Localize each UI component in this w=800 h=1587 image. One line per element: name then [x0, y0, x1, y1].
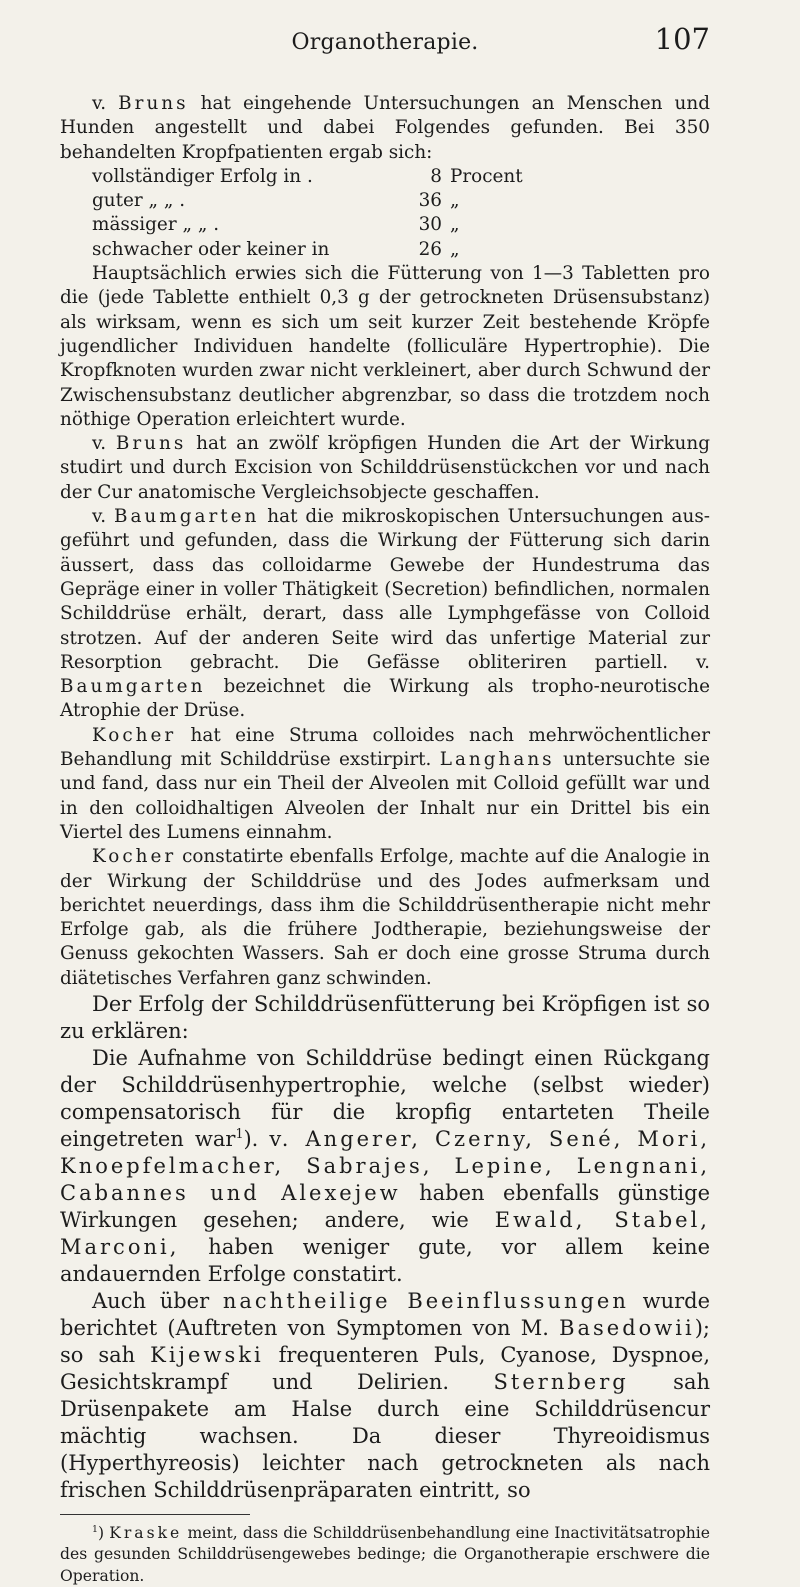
- text-run: bezeichnet die Wirkung als tropho-neurotische Atrophie der Drüse.: [60, 676, 710, 722]
- text-run: Auch über: [92, 1288, 223, 1313]
- result-value: 36: [418, 190, 442, 212]
- author-list: v. Angerer, Czerny, Sené, Mori, Knoepfelmacher, Sabrajes, Lepine, Lengnani, Cabannes und Alexejew: [60, 1126, 711, 1205]
- result-unit: „: [450, 190, 460, 212]
- result-unit: Procent: [450, 165, 523, 187]
- text-run: hat eine Struma colloides nach mehrwöchentlicher Behandlung mit Schilddrüse exstirpirt.: [60, 724, 710, 771]
- page-number: 107: [654, 22, 710, 56]
- footnote-divider: [60, 1514, 250, 1515]
- paragraph-adverse-effects: [60, 1288, 710, 1504]
- author-name: Kocher: [92, 724, 177, 746]
- result-unit: „: [450, 214, 460, 236]
- text-run: constatirte ebenfalls Erfolge, machte auf die Analogie in der Wirkung der Schilddrüse und des Jodes aufmerksam und berichtet neuerdings, dass ihm die Schilddrüsentherapie nicht mehr Erfolge gab, als die frühere Jodtherapie, beziehungsweise der Genuss gekochten Wassers. Sah er doch eine grosse Struma durch diätetisches Verfahren ganz schwinden.: [60, 846, 710, 989]
- text-run: Die Aufnahme von Schilddrüse bedingt einen Rückgang der Schilddrüsenhypertrophie, welche (selbst wieder) compensatorisch für die kropfig entarteten Theile eingetreten war: [60, 1045, 710, 1151]
- author-name: Sternberg: [493, 1369, 629, 1394]
- paragraph-dogs: [60, 432, 710, 505]
- text-run: hat an zwölf kröpfigen Hunden die Art der Wirkung studirt und durch Excision von Schilddrüsenstückchen vor und nach der Cur anatomische Vergleichsobjecte geschaffen.: [60, 433, 710, 503]
- author-list: Ewald, Stabel, Marconi,: [60, 1207, 710, 1259]
- paragraph-mechanism: [60, 1045, 710, 1288]
- paragraph-explanation-heading: Der Erfolg der Schilddrüsenfütterung bei Kröpfigen ist so zu erklären:: [60, 991, 710, 1043]
- text-run: wurde berichtet (Auftreten von Symptomen von M.: [60, 1288, 711, 1340]
- footnote: [60, 1523, 710, 1587]
- result-value: 30: [418, 214, 442, 236]
- author-name: Kraske: [109, 1523, 183, 1542]
- text-run: haben ebenfalls günstige Wirkungen gesehen; andere, wie: [60, 1180, 710, 1232]
- paragraph-kocher-struma: [60, 724, 710, 845]
- result-label: schwacher oder keiner in: [92, 238, 330, 260]
- text-run: ): [97, 1523, 110, 1542]
- text-run: v.: [92, 93, 119, 114]
- results-row: [92, 189, 710, 213]
- author-name: Langhans: [439, 749, 555, 771]
- emphasis: Basedowii: [559, 1315, 695, 1340]
- result-value: 8: [430, 165, 442, 187]
- author-name: Kijewski: [150, 1342, 264, 1367]
- running-title: Organotherapie.: [291, 30, 479, 55]
- text-run: sah Drüsenpakete am Halse durch eine Schilddrüsencur mächtig wachsen. Da dieser Thyreoidismus (Hyperthyreosis) leichter nach getrockneten als nach frischen Schilddrüsenpräparaten eintritt, so: [60, 1369, 710, 1502]
- text-run: haben weniger gute, vor allem keine andauernden Erfolge constatirt.: [60, 1234, 710, 1286]
- results-row: [92, 238, 710, 262]
- main-text: [60, 92, 710, 1587]
- author-name: Baumgarten: [113, 506, 260, 528]
- text-run: frequenteren Puls, Cyanose, Dyspnoe, Gesichtskrampf und Delirien.: [60, 1342, 711, 1394]
- footnote-marker: 1: [92, 1523, 98, 1535]
- result-label: mässiger „ „ .: [92, 214, 220, 236]
- author-name: Bruns: [118, 93, 189, 114]
- results-list: [92, 165, 710, 262]
- footnote-reference[interactable]: 1: [235, 1125, 244, 1141]
- author-name: Bruns: [115, 433, 187, 455]
- result-label: vollständiger Erfolg in .: [92, 165, 313, 187]
- result-value: 26: [418, 238, 442, 260]
- text-run: hat die mikroskopischen Untersuchungen ausgeführt und gefunden, dass die Wirkung der Fütterung sich darin äussert, dass das colloidarme Gewebe der Hundestruma das Gepräge einer in voller Thätigkeit (Secretion) befindlichen, normalen Schilddrüse erhält, derart, dass alle Lymphgefässe von Colloid strotzen. Auf der anderen Seite wird das unfertige Material zur Resorption gebracht. Die Gefässe obliteriren partiell. v.: [60, 506, 710, 673]
- paragraph-baumgarten: [60, 505, 710, 724]
- results-row: [92, 213, 710, 237]
- paragraph-tablets: Hauptsächlich erwies sich die Fütterung von 1—3 Tabletten pro die (jede Tablette enthielt 0,3 g der getrockneten Drüsensubstanz) als wirksam, wenn es sich um seit kurzer Zeit bestehende Kröpfe jugendlicher Individuen handelte (folliculäre Hypertrophie). Die Kropfknoten wurden zwar nicht verkleinert, aber durch Schwund der Zwischensubstanz deutlicher abgrenzbar, so dass die trotzdem noch nöthige Operation erleichtert wurde.: [60, 263, 710, 430]
- text-run: untersuchte sie und fand, dass nur ein Theil der Alveolen mit Colloid gefüllt war und in den colloidhaltigen Alveolen der Inhalt nur ein Drittel bis ein Viertel des Lumens einnahm.: [60, 749, 710, 843]
- author-name: Kocher: [92, 846, 177, 868]
- result-unit: „: [450, 238, 460, 260]
- author-name: Baumgarten: [60, 676, 206, 698]
- text-run: ); so sah: [60, 1315, 710, 1367]
- results-row: [92, 165, 710, 189]
- text-run: v.: [92, 506, 114, 528]
- emphasis: nachtheilige Beeinflussungen: [222, 1288, 629, 1313]
- paragraph-bruns-study: [60, 92, 710, 165]
- text-run: meint, dass die Schilddrüsenbehandlung eine Inactivitätsatrophie des gesunden Schilddrüsengewebes bedinge; die Organotherapie erschwere die Operation.: [60, 1523, 710, 1585]
- paragraph-kocher-results: [60, 845, 710, 991]
- result-label: guter „ „ .: [92, 190, 186, 212]
- text-run: hat eingehende Untersuchungen an Menschen und Hunden angestellt und dabei Folgendes gefunden. Bei 350 behandelten Kropfpatienten ergab sich:: [60, 93, 710, 163]
- text-run: ).: [243, 1126, 270, 1151]
- text-run: v.: [92, 433, 116, 455]
- page-header: [60, 0, 710, 62]
